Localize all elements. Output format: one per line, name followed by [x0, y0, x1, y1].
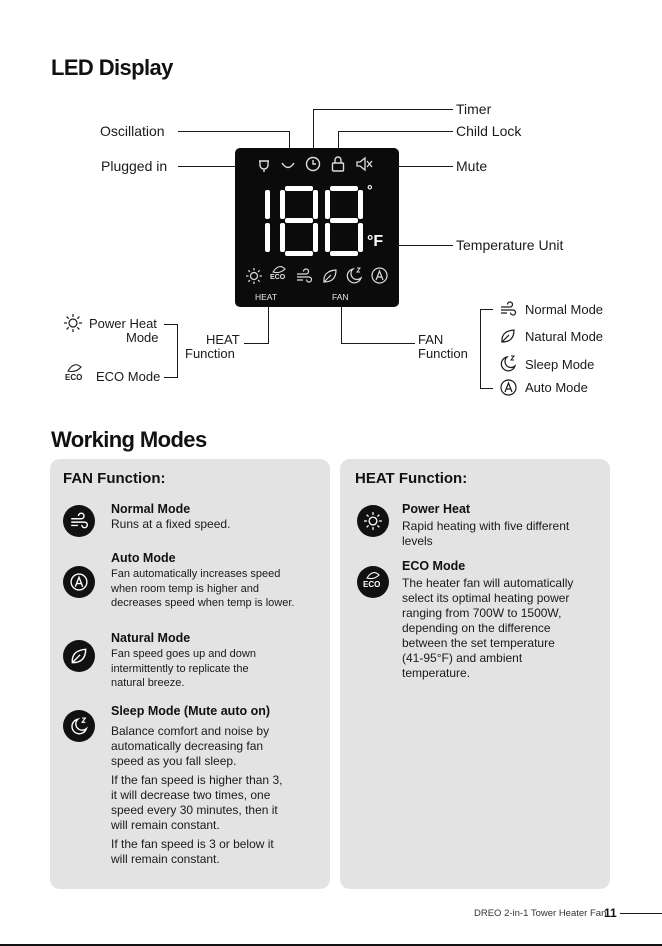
timer-icon — [304, 155, 322, 173]
footer-product-name: DREO 2-in-1 Tower Heater Fan — [474, 908, 607, 919]
right-bracket-top — [480, 309, 493, 310]
normal-mode-badge — [63, 505, 95, 537]
timer-line — [313, 109, 453, 110]
heat-function-card — [340, 459, 610, 889]
heat-function-line2: Function — [185, 346, 235, 361]
legend-normal-mode: Normal Mode — [525, 302, 604, 317]
temperature-unit-line — [399, 245, 453, 246]
power-heat-label: Power Heat — [89, 316, 157, 331]
power-heat-sun-icon — [63, 313, 83, 333]
sleep-line: If the fan speed is higher than 3, — [111, 773, 283, 787]
left-bracket-bottom — [164, 377, 177, 378]
sleep-mode-title: Sleep Mode (Mute auto on) — [111, 704, 271, 718]
eco-line: between the set temperature — [402, 636, 555, 650]
fan-function-line1: FAN — [418, 332, 444, 347]
eco-line: ranging from 700W to 1500W, — [402, 606, 562, 620]
plugged-in-line — [178, 166, 235, 167]
eco-line: temperature. — [402, 666, 471, 680]
natural-mode-badge — [63, 640, 95, 672]
eco-mode-title: ECO Mode — [402, 559, 466, 573]
heat-led-label: HEAT — [255, 292, 278, 302]
right-bracket-bottom — [480, 388, 493, 389]
power-heat-title: Power Heat — [402, 502, 471, 516]
sleep-line: If the fan speed is 3 or below it — [111, 837, 274, 851]
natural-leaf-icon — [321, 267, 339, 285]
plug-icon — [255, 156, 273, 174]
heat-card-title: HEAT Function: — [355, 470, 468, 487]
sleep-line: speed every 30 minutes, then it — [111, 803, 278, 817]
power-heat-badge — [357, 505, 389, 537]
eco-line: The heater fan will automatically — [402, 576, 574, 590]
led-display-title: LED Display — [51, 55, 173, 80]
led-panel — [235, 148, 399, 307]
fan-function-line2: Function — [418, 346, 468, 361]
mute-line — [399, 166, 453, 167]
eco-badge-text: ECO — [363, 580, 381, 589]
sleep-line: Balance comfort and noise by — [111, 724, 270, 738]
eco-mode-text — [402, 576, 573, 681]
auto-mode-a-icon — [499, 378, 518, 397]
natural-mode-line: intermittently to replicate the — [111, 662, 249, 675]
eco-mode-badge — [357, 566, 389, 598]
auto-mode-icon — [370, 266, 389, 285]
eco-badge-text: ECO — [65, 373, 83, 382]
oscillation-line — [178, 131, 290, 132]
left-bracket-vertical — [177, 324, 178, 378]
auto-mode-text — [111, 567, 294, 611]
sleep-line: automatically decreasing fan — [111, 739, 264, 753]
temperature-unit-label: Temperature Unit — [456, 237, 564, 253]
legend-auto-mode: Auto Mode — [525, 380, 588, 395]
page-number: 11 — [604, 906, 617, 920]
right-bracket-vertical — [480, 309, 481, 389]
power-heat-mode-label: Mode — [126, 330, 159, 345]
eco-mode-label: ECO Mode — [96, 369, 161, 384]
sleep-line: will remain constant. — [111, 818, 220, 832]
sleep-line: will remain constant. — [111, 852, 220, 866]
normal-mode-text: Runs at a fixed speed. — [111, 517, 231, 531]
plugged-in-label: Plugged in — [101, 158, 168, 174]
left-bracket-top — [164, 324, 177, 325]
normal-mode-title: Normal Mode — [111, 502, 191, 516]
normal-wind-icon — [295, 267, 313, 285]
auto-icon — [69, 572, 89, 592]
sun-icon — [363, 511, 383, 531]
working-modes-title: Working Modes — [51, 427, 207, 452]
power-heat-sun-icon — [245, 267, 263, 285]
fahrenheit-unit: °F — [367, 233, 384, 250]
power-heat-line: Rapid heating with five different — [402, 519, 570, 533]
eco-led-text: ECO — [270, 274, 286, 281]
wind-icon — [69, 511, 89, 531]
heat-connector-v — [268, 307, 269, 344]
fan-connector-h — [341, 343, 415, 344]
power-heat-text — [402, 519, 569, 549]
eco-mode-icon — [63, 363, 87, 385]
eco-icon — [268, 265, 290, 287]
auto-mode-line: when room temp is higher and — [111, 582, 259, 595]
timer-label: Timer — [456, 101, 492, 117]
timer-line-drop — [313, 109, 314, 151]
fan-led-label: FAN — [332, 292, 349, 302]
natural-mode-line: Fan speed goes up and down — [111, 648, 256, 660]
natural-mode-title: Natural Mode — [111, 631, 191, 645]
fan-function-card — [50, 459, 330, 889]
footer-rule — [620, 913, 662, 914]
degree-indicator: ° — [367, 182, 373, 198]
moon-icon — [69, 716, 89, 736]
fan-connector-v — [341, 307, 342, 344]
mute-label: Mute — [456, 158, 488, 174]
sleep-moon-icon — [345, 266, 363, 285]
legend-natural-mode: Natural Mode — [525, 329, 604, 344]
natural-mode-text — [111, 647, 256, 691]
sleep-mode-badge — [63, 710, 95, 742]
sleep-mode-moon-icon — [499, 354, 517, 373]
heat-function-line1: HEAT — [206, 332, 240, 347]
sleep-line: it will decrease two times, one — [111, 788, 271, 802]
normal-mode-wind-icon — [499, 300, 517, 318]
mute-icon — [354, 155, 374, 173]
eco-line: depending on the difference — [402, 621, 551, 635]
auto-mode-title: Auto Mode — [111, 551, 176, 565]
eco-line: (41-95°F) and ambient — [402, 651, 523, 665]
eco-line: select its optimal heating power — [402, 591, 570, 605]
eco-icon — [362, 571, 384, 593]
sleep-mode-text — [111, 724, 282, 867]
child-lock-line — [338, 131, 453, 132]
power-heat-line: levels — [402, 534, 433, 548]
auto-mode-line: Fan automatically increases speed — [111, 568, 281, 580]
leaf-icon — [69, 646, 89, 666]
auto-mode-line: decreases speed when temp is lower. — [111, 597, 295, 609]
temperature-digits — [255, 186, 367, 256]
natural-mode-line: natural breeze. — [111, 677, 185, 689]
lock-icon — [330, 155, 346, 173]
fan-card-title: FAN Function: — [63, 470, 166, 487]
sleep-line: speed as you fall sleep. — [111, 754, 237, 768]
oscillation-icon — [279, 156, 297, 174]
legend-sleep-mode: Sleep Mode — [525, 357, 595, 372]
oscillation-label: Oscillation — [100, 123, 165, 139]
natural-mode-leaf-icon — [499, 327, 517, 345]
heat-connector-h — [244, 343, 269, 344]
child-lock-label: Child Lock — [456, 123, 522, 139]
auto-mode-badge — [63, 566, 95, 598]
